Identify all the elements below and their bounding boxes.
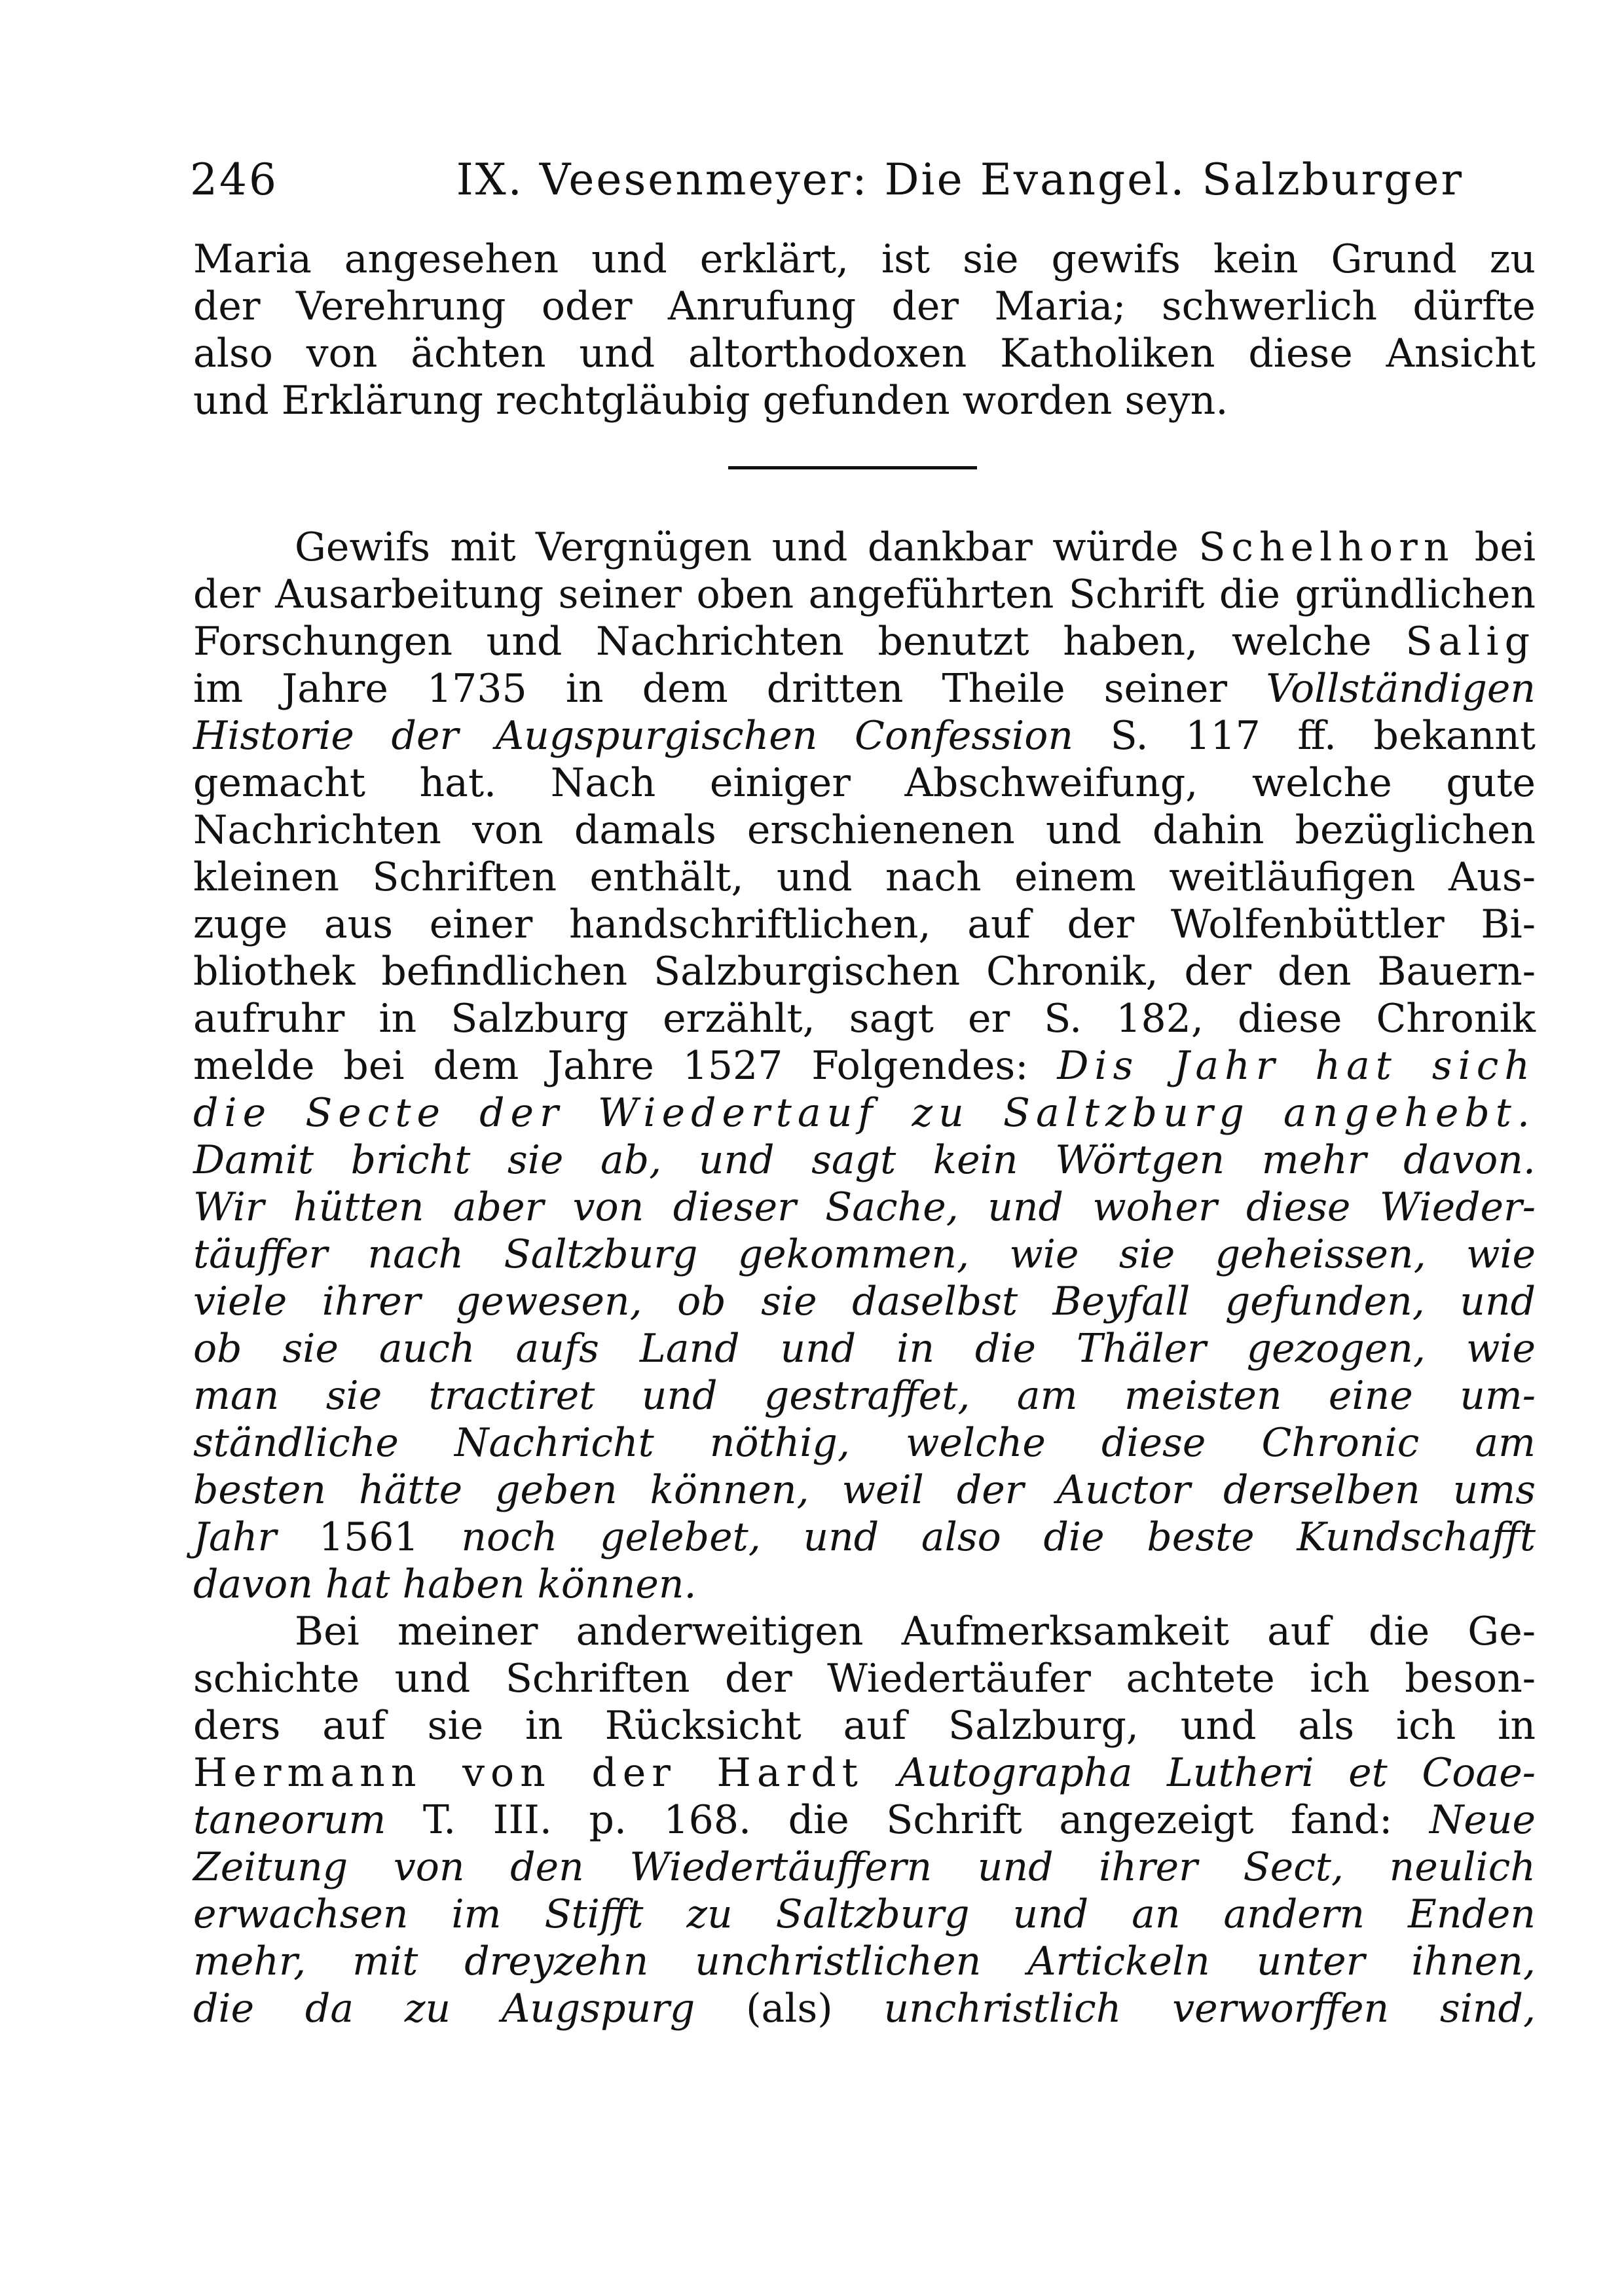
text-line (193, 1561, 1536, 1608)
text-line: der Verehrung oder Anrufung der Maria; schwerlich dürfte (193, 283, 1536, 329)
person-name: Schelhorn (1198, 524, 1455, 570)
book-title: Zeitung von den Wiedertäuffern und ihrer Sect, neulich (193, 1844, 1536, 1890)
quotation: ständliche Nachricht nöthig, welche diese Chronic am (193, 1420, 1536, 1466)
text-span: im Jahre 1735 in dem dritten Theile seiner (193, 666, 1228, 712)
book-title: Historie der Augspurgischen Confession (193, 713, 1073, 759)
text-line (193, 1749, 1536, 1796)
text-line (193, 1796, 1536, 1844)
text-span: S. 117 ff. bekannt (1110, 713, 1536, 759)
section-divider (728, 466, 977, 469)
quotation: besten hätte geben können, weil der Auctor derselben ums (193, 1467, 1536, 1513)
text-line: Nachrichten von damals erschienenen und dahin bezüglichen (193, 807, 1536, 853)
quotation: man sie tractiret und gestraffet, am meisten eine um- (193, 1373, 1536, 1419)
text-line (193, 665, 1536, 712)
year: 1561 (318, 1514, 419, 1560)
text-line (193, 618, 1536, 665)
text-line (193, 1184, 1536, 1231)
running-title: IX. Veesenmeyer: Die Evangel. Salzburger (456, 155, 1464, 205)
text-line (193, 1231, 1536, 1278)
page-number: 246 (190, 155, 278, 205)
text-line (193, 1089, 1536, 1137)
quotation: noch gelebet, und also die beste Kundschafft (461, 1514, 1536, 1560)
text-line (193, 1325, 1536, 1372)
quotation: Dis Jahr hat sich (1057, 1043, 1536, 1089)
quotation: Jahr (193, 1514, 277, 1560)
text-line (193, 1938, 1536, 1985)
text-span: bei (1474, 524, 1536, 570)
running-header (190, 154, 1464, 206)
text-line (193, 1985, 1536, 2032)
book-title: mehr, mit dreyzehn unchristlichen Artickeln unter ihnen, (193, 1939, 1536, 1984)
text-line (193, 712, 1536, 759)
text-line (193, 1514, 1536, 1561)
text-line (193, 1042, 1536, 1089)
text-line (193, 1419, 1536, 1467)
text-line: und Erklärung rechtgläubig gefunden worden seyn. (193, 378, 1228, 424)
text-line: gemacht hat. Nach einiger Abschweifung, welche gute (193, 760, 1536, 806)
text-span: Gewifs mit Vergnügen und dankbar würde (295, 524, 1179, 570)
book-title: Autographa Lutheri et Coae- (898, 1750, 1536, 1796)
text-span: melde bei dem Jahre 1527 Folgendes: (193, 1043, 1029, 1089)
text-line: Bei meiner anderweitigen Aufmerksamkeit auf die Ge- (295, 1609, 1536, 1654)
text-line: aufruhr in Salzburg erzählt, sagt er S. 182, diese Chronik (193, 996, 1536, 1042)
book-title: die da zu Augspurg (193, 1986, 695, 2032)
text-line (193, 1372, 1536, 1419)
book-title: erwachsen im Stifft zu Saltzburg und an andern Enden (193, 1891, 1536, 1937)
quotation: ob sie auch aufs Land und in die Thäler gezogen, wie (193, 1326, 1536, 1372)
text-line: schichte und Schriften der Wiedertäufer achtete ich beson- (193, 1656, 1536, 1702)
text-line: ders auf sie in Rücksicht auf Salzburg, und als ich in (193, 1703, 1536, 1749)
quotation: die Secte der Wiedertauf zu Saltzburg angehebt. (193, 1090, 1536, 1136)
text-line: der Ausarbeitung seiner oben angeführten Schrift die gründlichen (193, 572, 1536, 617)
text-line (193, 1467, 1536, 1514)
quotation: täuffer nach Saltzburg gekommen, wie sie geheissen, wie (193, 1231, 1536, 1277)
book-title: unchristlich verworffen sind, (883, 1986, 1536, 2032)
text-line: kleinen Schriften enthält, und nach einem weitläufigen Aus- (193, 854, 1536, 900)
text-span: (als) (746, 1986, 833, 2032)
text-line (193, 1891, 1536, 1938)
text-line: also von ächten und altorthodoxen Katholiken diese Ansicht (193, 331, 1536, 376)
text-line (193, 1278, 1536, 1325)
quotation: Damit bricht sie ab, und sagt kein Wörtgen mehr davon. (193, 1137, 1536, 1183)
text-line (295, 524, 1536, 571)
text-span: T. III. p. 168. die Schrift angezeigt fand: (422, 1797, 1393, 1843)
text-line: bliothek befindlichen Salzburgischen Chronik, der den Bauern- (193, 949, 1536, 994)
text-line (193, 1137, 1536, 1184)
person-name: Hermann von der Hardt (193, 1750, 864, 1796)
book-title: taneorum (193, 1797, 386, 1843)
person-name: Salig (1405, 619, 1536, 665)
text-line: Maria angesehen und erklärt, ist sie gewifs kein Grund zu (193, 236, 1536, 282)
quotation: viele ihrer gewesen, ob sie daselbst Beyfall gefunden, und (193, 1279, 1536, 1324)
book-title: Neue (1429, 1797, 1536, 1843)
quotation: davon hat haben können. (193, 1561, 697, 1607)
text-line (193, 1844, 1536, 1891)
text-span: Forschungen und Nachrichten benutzt haben, welche (193, 619, 1372, 665)
book-title: Vollständigen (1266, 666, 1536, 712)
text-line: zuge aus einer handschriftlichen, auf der Wolfenbüttler Bi- (193, 902, 1536, 947)
quotation: Wir hütten aber von dieser Sache, und woher diese Wieder- (193, 1184, 1536, 1230)
